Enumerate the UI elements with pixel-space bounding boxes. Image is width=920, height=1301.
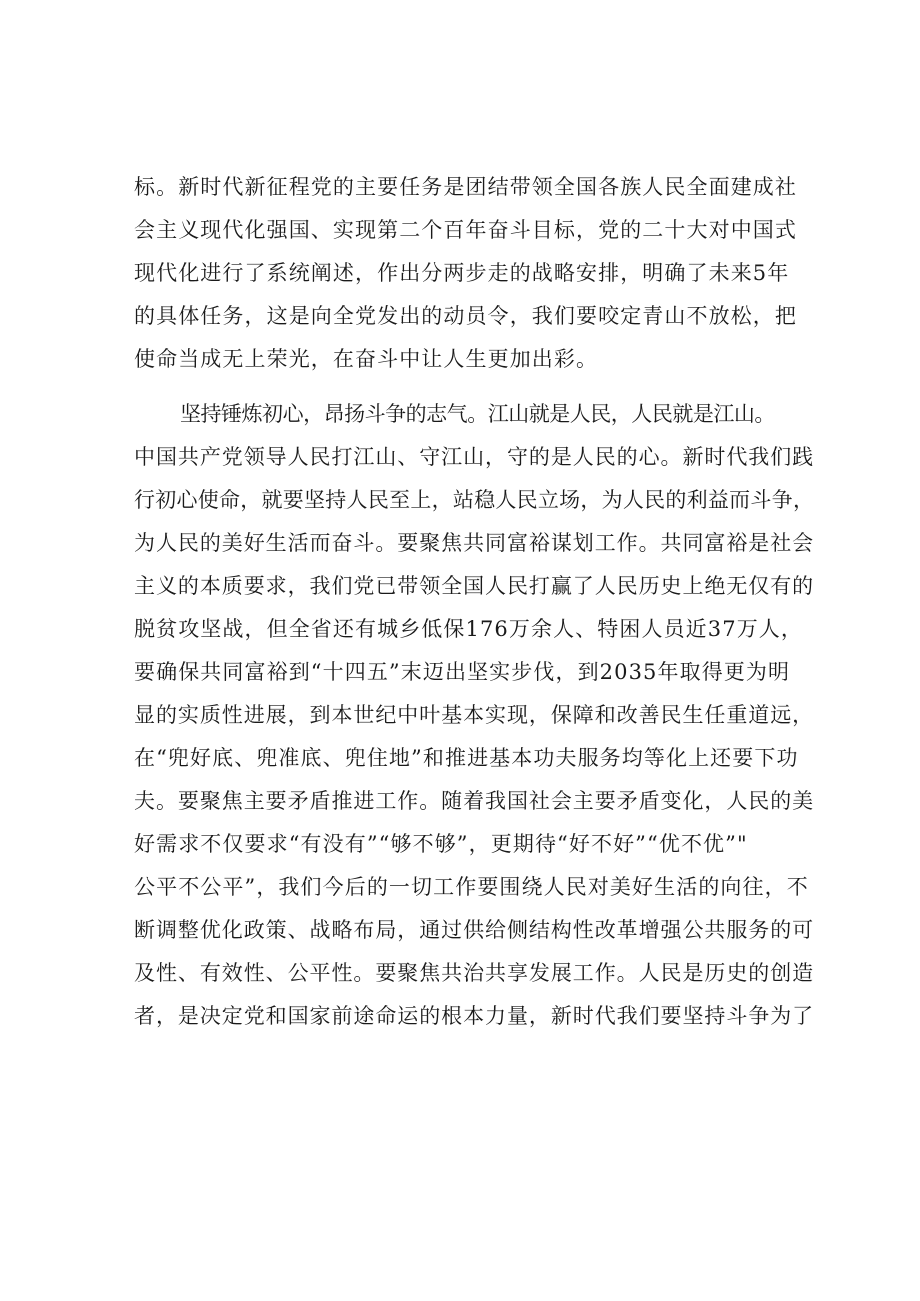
paragraph-2-line-13: 断调整优化政策、战略布局，通过供给侧结构性改革增强公共服务的可 [134,918,815,942]
paragraph-1-line-3: 现代化进行了系统阐述，作出分两步走的战略安排，明确了未来5年 [134,261,790,285]
paragraph-2-line-14: 及性、有效性、公平性。要聚焦共治共享发展工作。人民是历史的创造 [134,961,815,985]
paragraph-2-line-12: 公平不公平”，我们今后的一切工作要围绕人民对美好生活的向往，不 [134,875,809,899]
paragraph-1-line-2: 会主义现代化强国、实现第二个百年奋斗目标，党的二十大对中国式 [134,218,797,242]
paragraph-2-line-1: 坚持锤炼初心，昂扬斗争的志气。江山就是人民，人民就是江山。 [180,402,775,426]
paragraph-2-line-8: 显的实质性进展，到本世纪中叶基本实现，保障和改善民生任重道远， [134,703,815,727]
paragraph-1-line-5: 使命当成无上荣光，在奋斗中让人生更加出彩。 [134,347,599,371]
paragraph-1-line-4: 的具体任务，这是向全党发出的动员令，我们要咬定青山不放松，把 [134,304,797,328]
paragraph-2-line-3: 行初心使命，就要坚持人民至上，站稳人民立场，为人民的利益而斗争， [134,488,815,512]
paragraph-2-line-10: 夫。要聚焦主要矛盾推进工作。随着我国社会主要矛盾变化，人民的美 [134,789,815,813]
paragraph-2-line-6: 脱贫攻坚战，但全省还有城乡低保176万余人、特困人员近37万人， [134,617,804,641]
paragraph-2-line-2: 中国共产党领导人民打江山、守江山，守的是人民的心。新时代我们践 [134,445,815,469]
paragraph-2-line-7: 要确保共同富裕到“十四五”末迈出坚实步伐，到2035年取得更为明 [134,660,791,684]
paragraph-2-line-11: 好需求不仅要求“有没有”“够不够”，更期待“好不好”“优不优”" [134,832,748,856]
paragraph-2-line-5: 主义的本质要求，我们党已带领全国人民打赢了人民历史上绝无仅有的 [134,574,815,598]
paragraph-2-line-15: 者，是决定党和国家前途命运的根本力量，新时代我们要坚持斗争为了 [134,1004,815,1028]
paragraph-1-line-1: 标。新时代新征程党的主要任务是团结带领全国各族人民全面建成社 [134,175,797,199]
paragraph-2-line-4: 为人民的美好生活而奋斗。要聚焦共同富裕谋划工作。共同富裕是社会 [134,531,815,555]
paragraph-2-line-9: 在“兜好底、兜准底、兜住地”和推进基本功夫服务均等化上还要下功 [134,746,799,770]
